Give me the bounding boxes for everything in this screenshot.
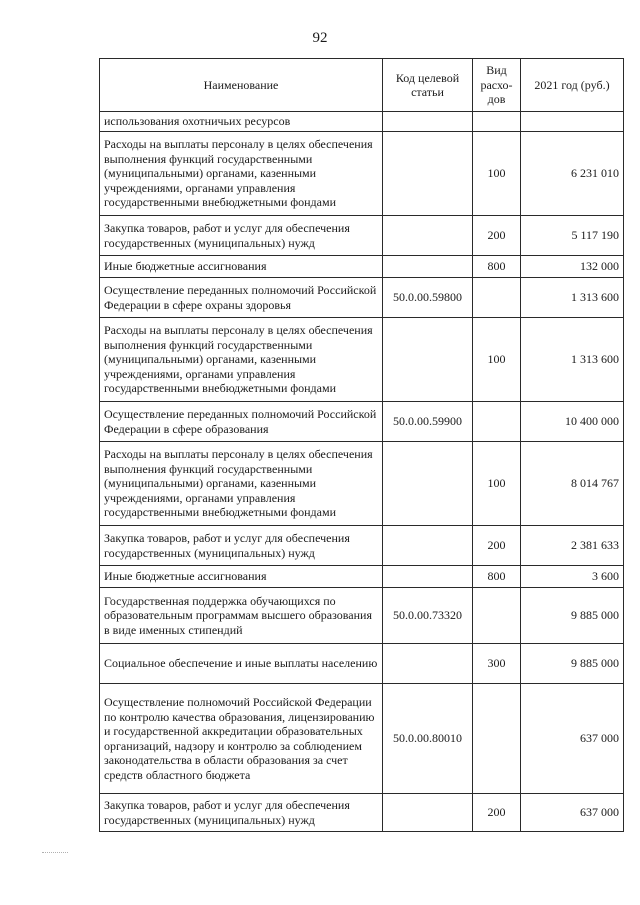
row-sum: 1 313 600: [521, 318, 624, 402]
row-sum: 5 117 190: [521, 216, 624, 256]
row-code: [383, 132, 473, 216]
table-row: [100, 588, 624, 644]
row-code: 50.0.00.59900: [383, 402, 473, 442]
row-name: Осуществление переданных полномочий Российской Федерации в сфере охраны здоровья: [100, 278, 383, 318]
scan-artifact-mark: [42, 852, 68, 853]
header-code: Код целевой статьи: [383, 59, 473, 112]
row-name: Закупка товаров, работ и услуг для обеспечения государственных (муниципальных) нужд: [100, 216, 383, 256]
row-code: [383, 644, 473, 684]
row-code: [383, 526, 473, 566]
row-name: Осуществление переданных полномочий Российской Федерации в сфере образования: [100, 402, 383, 442]
table-row: [100, 256, 624, 278]
row-kind: 200: [473, 216, 521, 256]
row-sum: 3 600: [521, 566, 624, 588]
row-sum: [521, 112, 624, 132]
row-code: [383, 566, 473, 588]
row-name: Социальное обеспечение и иные выплаты населению: [100, 644, 383, 684]
table-header-row: [100, 59, 624, 112]
table-row: [100, 526, 624, 566]
row-name: Расходы на выплаты персоналу в целях обеспечения выполнения функций государственными (муниципальными) органами, казенными учреждениями, органами управления государственными внебюджетными фондами: [100, 442, 383, 526]
row-sum: 2 381 633: [521, 526, 624, 566]
row-kind: [473, 112, 521, 132]
table-row: [100, 794, 624, 832]
row-code: [383, 442, 473, 526]
row-sum: 9 885 000: [521, 644, 624, 684]
row-sum: 10 400 000: [521, 402, 624, 442]
table-row: [100, 684, 624, 794]
row-name: Осуществление полномочий Российской Федерации по контролю качества образования, лицензированию и государственной аккредитации образовательных организаций, надзору и контролю за соблюдением законодательства в области образования за счет средств областного бюджета: [100, 684, 383, 794]
row-kind: 100: [473, 132, 521, 216]
row-name: использования охотничьих ресурсов: [100, 112, 383, 132]
row-kind: [473, 684, 521, 794]
row-kind: 800: [473, 256, 521, 278]
table-row: [100, 566, 624, 588]
row-sum: 637 000: [521, 684, 624, 794]
row-code: [383, 216, 473, 256]
row-name: Иные бюджетные ассигнования: [100, 256, 383, 278]
row-code: 50.0.00.80010: [383, 684, 473, 794]
table-row: [100, 442, 624, 526]
table-row: [100, 278, 624, 318]
row-code: 50.0.00.73320: [383, 588, 473, 644]
row-kind: 100: [473, 318, 521, 402]
table-row: [100, 112, 624, 132]
row-kind: [473, 278, 521, 318]
row-name: Расходы на выплаты персоналу в целях обеспечения выполнения функций государственными (муниципальными) органами, казенными учреждениями, органами управления государственными внебюджетными фондами: [100, 318, 383, 402]
row-sum: 9 885 000: [521, 588, 624, 644]
row-kind: 200: [473, 794, 521, 832]
row-sum: 1 313 600: [521, 278, 624, 318]
row-name: Государственная поддержка обучающихся по образовательным программам высшего образования в виде именных стипендий: [100, 588, 383, 644]
row-name: Иные бюджетные ассигнования: [100, 566, 383, 588]
row-code: [383, 318, 473, 402]
row-kind: [473, 402, 521, 442]
row-code: [383, 794, 473, 832]
budget-table: [99, 58, 624, 832]
row-kind: 200: [473, 526, 521, 566]
row-sum: 637 000: [521, 794, 624, 832]
row-code: 50.0.00.59800: [383, 278, 473, 318]
row-name: Закупка товаров, работ и услуг для обеспечения государственных (муниципальных) нужд: [100, 526, 383, 566]
row-name: Закупка товаров, работ и услуг для обеспечения государственных (муниципальных) нужд: [100, 794, 383, 832]
row-kind: 800: [473, 566, 521, 588]
table-row: [100, 318, 624, 402]
row-code: [383, 256, 473, 278]
table-row: [100, 216, 624, 256]
row-sum: 8 014 767: [521, 442, 624, 526]
header-sum: 2021 год (руб.): [521, 59, 624, 112]
header-kind: Вид расхо-дов: [473, 59, 521, 112]
row-sum: 6 231 010: [521, 132, 624, 216]
row-kind: 300: [473, 644, 521, 684]
row-kind: 100: [473, 442, 521, 526]
row-sum: 132 000: [521, 256, 624, 278]
page-number: 92: [312, 30, 328, 46]
header-name: Наименование: [100, 59, 383, 112]
row-kind: [473, 588, 521, 644]
table-row: [100, 132, 624, 216]
table-row: [100, 402, 624, 442]
row-code: [383, 112, 473, 132]
table-row: [100, 644, 624, 684]
row-name: Расходы на выплаты персоналу в целях обеспечения выполнения функций государственными (муниципальными) органами, казенными учреждениями, органами управления государственными внебюджетными фондами: [100, 132, 383, 216]
